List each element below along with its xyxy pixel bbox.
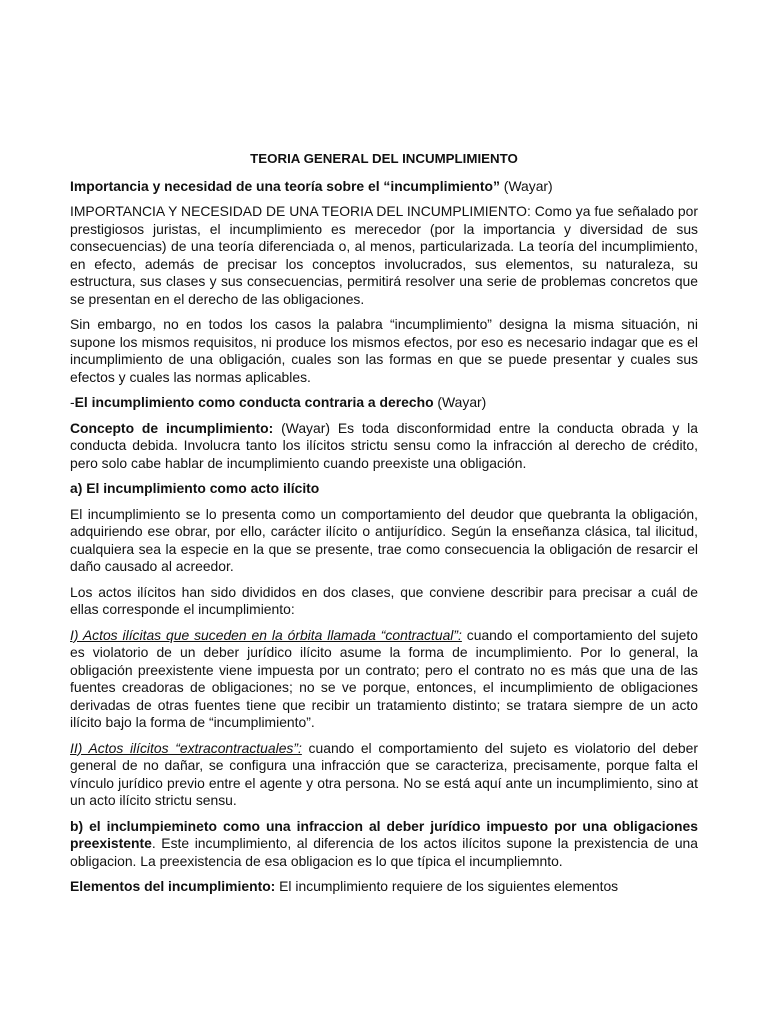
concepto-text: (Wayar) Es toda disconformidad entre la conducta obrada y la conducta debida. Involucra tanto los ilícitos strictu sensu como la infracción al derecho de crédito, pero solo cabe hablar de incumplimiento cuando preexiste una obligación. bbox=[70, 419, 698, 471]
extracontractual-text: cuando el comportamiento del sujeto es violatorio del deber general de no dañar, se configura una infracción que se caracteriza, precisamente, porque falta el vínculo jurídico previo entre el agente y otra persona. No se está aquí ante un incumplimiento, sino at un acto ilícito strictu sensu. bbox=[70, 739, 698, 808]
paragraph-sin-embargo: Sin embargo, no en todos los casos la palabra “incumplimiento” designa la misma situación, ni supone los mismos requisitos, ni produce los mismos efectos, por eso es necesario indagar que es el incumplimiento de una obligación, cuales son las formas en que se puede presentar y cuales sus efectos y cuales las normas aplicables. bbox=[70, 316, 698, 385]
contractual-text: cuando el comportamiento del sujeto es violatorio de un deber jurídico ilícito asume la forma de incumplimiento. Por lo general, la obligación preexistente viene impuesta por un contrato; pero el contrato no es más que una de las fuentes creadoras de obligaciones; no se ve porque, entonces, el incumplimiento de obligaciones derivadas de otras fuentes tiene que recibir un tratamiento distinto; se tratara siempre de un acto ilícito bajo la forma de “incumplimiento”. bbox=[70, 626, 698, 730]
heading-conducta-author: (Wayar) bbox=[433, 394, 487, 410]
infraccion-label: b) el inclumpiemineto como una infraccion al deber jurídico impuesto por una obligaciones preexistente bbox=[70, 817, 698, 851]
contractual-label: I) Actos ilícitas que suceden en la órbita llamada “contractual”: bbox=[70, 626, 462, 643]
heading-conducta-bold: El incumplimiento como conducta contraria a derecho bbox=[74, 394, 434, 410]
heading-acto-ilicito: a) El incumplimiento como acto ilícito bbox=[70, 480, 320, 496]
paragraph-actos-ilicitos-clases: Los actos ilícitos han sido divididos en dos clases, que conviene describir para precisar a cuál de ellas corresponde el incumplimiento: bbox=[70, 583, 698, 617]
heading-dash: - bbox=[70, 394, 75, 410]
paragraph-elementos bbox=[70, 878, 698, 896]
concepto-label: Concepto de incumplimiento: bbox=[70, 419, 274, 436]
paragraph-contractual bbox=[70, 627, 698, 732]
paragraph-concepto bbox=[70, 420, 698, 473]
extracontractual-label: II) Actos ilícitos “extracontractuales”: bbox=[70, 739, 302, 756]
paragraph-acto-ilicito: El incumplimiento se lo presenta como un comportamiento del deudor que quebranta la obligación, adquiriendo ese obrar, por ello, carácter ilícito o antijurídico. Según la enseñanza clásica, tal ilicitud, cualquiera sea la especie en la que se presente, trae como consecuencia la obligación de resarcir el daño causado al acreedor. bbox=[70, 505, 698, 574]
document-page bbox=[70, 150, 698, 904]
heading-conducta-contraria bbox=[70, 394, 698, 412]
infraccion-text: . Este incumplimiento, al diferencia de los actos ilícitos supone la prexistencia de una obligacion. La preexistencia de esa obligacion es lo que típica el incumpliemnto. bbox=[70, 835, 698, 869]
paragraph-importancia: IMPORTANCIA Y NECESIDAD DE UNA TEORIA DEL INCUMPLIMIENTO: Como ya fue señalado por prestigiosos juristas, el incumplimiento es merecedor (por la importancia y diversidad de sus consecuencias) de una teoría diferenciada o, al menos, particularizada. La teoría del incumplimiento, en efecto, además de precisar los conceptos involucrados, sus elementos, su naturaleza, su estructura, sus clases y sus consecuencias, permitirá resolver una serie de problemas concretos que se presentan en el derecho de las obligaciones. bbox=[70, 203, 698, 307]
document-title: TEORIA GENERAL DEL INCUMPLIMIENTO bbox=[250, 151, 518, 166]
heading-importancia-bold: Importancia y necesidad de una teoría sobre el “incumplimiento” bbox=[70, 177, 500, 194]
heading-importancia bbox=[70, 178, 698, 196]
elementos-text: El incumplimiento requiere de los siguientes elementos bbox=[275, 878, 619, 894]
heading-importancia-author: (Wayar) bbox=[499, 177, 553, 194]
paragraph-extracontractual bbox=[70, 740, 698, 810]
paragraph-infraccion bbox=[70, 818, 698, 871]
elementos-label: Elementos del incumplimiento: bbox=[70, 878, 276, 894]
